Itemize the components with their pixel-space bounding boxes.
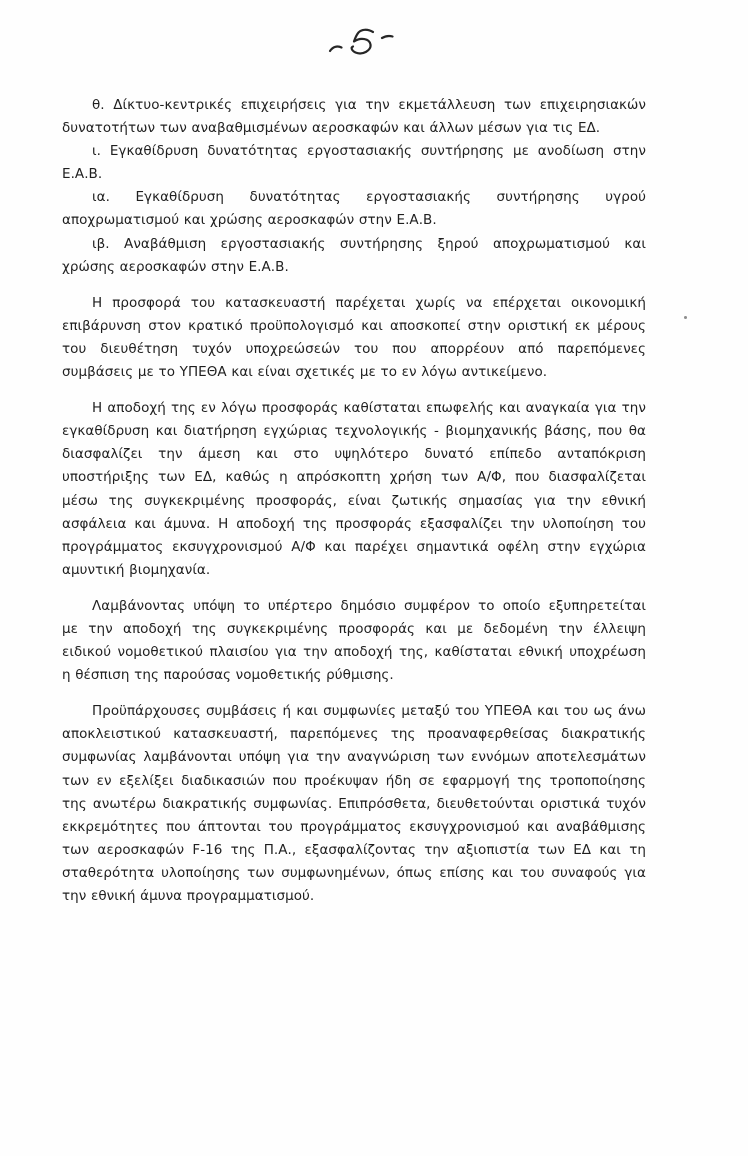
page-number-text xyxy=(324,62,325,63)
text-line: χρώσης αεροσκαφών στην Ε.Α.Β. xyxy=(62,258,289,275)
text-line: ασφάλεια και άμυνα. Η αποδοχή της προσφοράς εξασφαλίζει την υλοποίηση του xyxy=(62,515,646,532)
text-line: σταθερότητα υλοποίησης των συμφωνημένων, όπως επίσης και του συναφούς για xyxy=(62,864,646,881)
text-line: με την αποδοχή της συγκεκριμένης προσφοράς και με δεδομένη την έλλειψη xyxy=(62,620,646,637)
text-line: του διευθέτηση τυχόν υποχρεώσεών του που απορρέουν από παρεπόμενες xyxy=(62,340,646,357)
text-line: Η αποδοχή της εν λόγω προσφοράς καθίσταται επωφελής και αναγκαία για την xyxy=(92,400,646,417)
handwritten-page-number-glyph xyxy=(324,24,400,62)
handwritten-page-number xyxy=(324,24,400,62)
text-line: Λαμβάνοντας υπόψη το υπέρτερο δημόσιο συμφέρον το οποίο εξυπηρετείται xyxy=(92,597,646,614)
text-line: της ανωτέρω διακρατικής συμφωνίας. Επιπρόσθετα, διευθετούνται οριστικά τυχόν xyxy=(62,795,646,812)
text-line: αμυντική βιομηχανία. xyxy=(62,561,211,578)
paragraph-preexisting-contracts xyxy=(62,700,646,908)
text-line: ι. Εγκαθίδρυση δυνατότητας εργοστασιακής συντήρησης με ανοδίωση στην xyxy=(92,143,646,160)
text-line: εκκρεμότητες που άπτονται του προγράμματος εκσυγχρονισμού και αναβάθμισης xyxy=(62,818,646,835)
text-line: η θέσπιση της παρούσας νομοθετικής ρύθμισης. xyxy=(62,667,394,684)
text-line: ειδικού νομοθετικού πλαισίου για την αποδοχή της, καθίσταται εθνική υποχρέωση xyxy=(62,644,646,661)
text-line: αποκλειστικού κατασκευαστή, παρεπόμενες της προαναφερθείσας διακρατικής xyxy=(62,726,646,743)
text-line: προγράμματος εκσυγχρονισμού Α/Φ και παρέχει σημαντικά οφέλη στην εγχώρια xyxy=(62,538,646,555)
text-line: μέσω της συγκεκριμένης προσφοράς, είναι ζωτικής σημασίας για την εθνική xyxy=(62,492,646,509)
text-line: θ. Δίκτυο-κεντρικές επιχειρήσεις για την εκμετάλλευση των επιχειρησιακών xyxy=(92,97,646,113)
text-line: Ε.Α.Β. xyxy=(62,166,103,183)
document-body xyxy=(62,94,646,908)
text-line: ια. Εγκαθίδρυση δυνατότητας εργοστασιακής συντήρησης υγρού xyxy=(92,189,646,206)
paragraph-offer xyxy=(62,292,646,384)
paragraph-public-interest xyxy=(62,595,646,687)
text-line: των εν εξελίξει διαδικασιών που προέκυψαν ήδη σε εφαρμογή της τροποποίησης xyxy=(62,772,646,789)
text-line: εγκαθίδρυση και διατήρηση εγχώριας τεχνολογικής - βιομηχανικής βάσης, που θα xyxy=(62,423,646,440)
scan-speck xyxy=(684,316,687,319)
text-line: διασφαλίζει την άμεση και στο υψηλότερο δυνατό επίπεδο ανταπόκριση xyxy=(62,446,646,463)
text-line: ιβ. Αναβάθμιση εργοστασιακής συντήρησης ξηρού αποχρωματισμού και xyxy=(92,235,646,252)
paragraph-item-theta xyxy=(62,94,646,140)
text-line: υποστήριξης των ΕΔ, καθώς η απρόσκοπτη χρήση των Α/Φ, που διασφαλίζεται xyxy=(62,469,646,486)
paragraph-item-iota-alpha xyxy=(62,186,646,232)
paragraph-item-iota xyxy=(62,140,646,186)
text-line: Προϋπάρχουσες συμβάσεις ή και συμφωνίες μεταξύ του ΥΠΕΘΑ και του ως άνω xyxy=(92,703,646,720)
text-line: την εθνική άμυνα προγραμματισμού. xyxy=(62,888,315,904)
text-line: δυνατοτήτων των αναβαθμισμένων αεροσκαφών και άλλων μέσων για τις ΕΔ. xyxy=(62,120,601,137)
text-line: συμβάσεις με το ΥΠΕΘΑ και είναι σχετικές με το εν λόγω αντικείμενο. xyxy=(62,364,548,381)
text-line: αποχρωματισμού και χρώσης αεροσκαφών στην Ε.Α.Β. xyxy=(62,212,437,229)
text-line: συμφωνίας λαμβάνονται υπόψη για την αναγνώριση των εννόμων αποτελεσμάτων xyxy=(62,749,646,766)
text-line: Η προσφορά του κατασκευαστή παρέχεται χωρίς να επέρχεται οικονομική xyxy=(92,294,646,311)
paragraph-acceptance xyxy=(62,397,646,582)
text-line: επιβάρυνση στον κρατικό προϋπολογισμό και αποσκοπεί στην οριστική εκ μέρους xyxy=(62,317,646,334)
paragraph-item-iota-beta xyxy=(62,233,646,279)
text-line: των αεροσκαφών F-16 της Π.Α., εξασφαλίζοντας την αξιοπιστία των ΕΔ και τη xyxy=(62,841,646,858)
